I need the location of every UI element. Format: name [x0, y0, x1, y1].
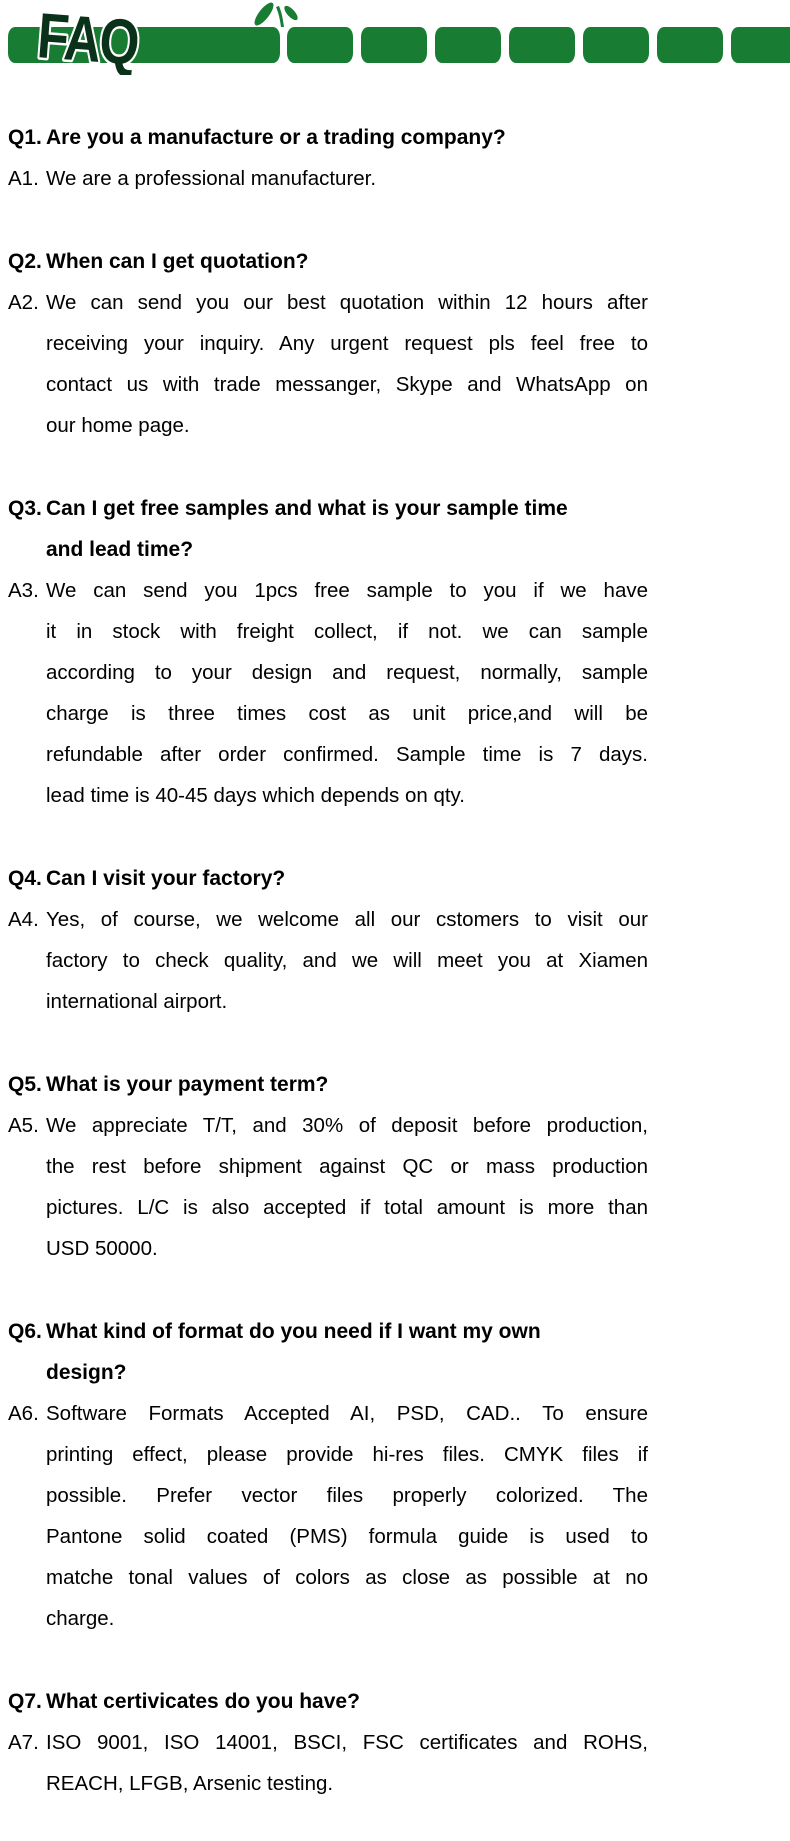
question-text — [46, 488, 648, 570]
faq-header-banner — [0, 0, 790, 75]
answer-line: printing effect, please provide hi-res files. CMYK files if — [46, 1443, 648, 1466]
answer-line: Pantone solid coated (PMS) formula guide is used to — [46, 1525, 648, 1548]
answer-text — [46, 570, 648, 816]
question-number-label: Q6. — [8, 1320, 42, 1343]
question-line: Are you a manufacture or a trading company? — [46, 126, 506, 149]
answer-line: factory to check quality, and we will meet you at Xiamen — [46, 949, 648, 972]
question-text — [46, 241, 648, 282]
answer-line: possible. Prefer vector files properly colorized. The — [46, 1484, 648, 1507]
question-text — [46, 1064, 648, 1105]
faq-item — [0, 117, 648, 199]
question-number-label: Q7. — [8, 1690, 42, 1713]
question-line: What certivicates do you have? — [46, 1690, 360, 1713]
faq-question — [0, 241, 648, 282]
faq-item — [0, 1064, 648, 1269]
faq-answer — [0, 570, 648, 816]
faq-answer — [0, 1393, 648, 1639]
answer-line: REACH, LFGB, Arsenic testing. — [46, 1772, 334, 1795]
answer-line: matche tonal values of colors as close as possible at no — [46, 1566, 648, 1589]
question-number-label: Q1. — [8, 126, 42, 149]
faq-item — [0, 488, 648, 816]
faq-item — [0, 1311, 648, 1639]
answer-line: We can send you 1pcs free sample to you if we have — [46, 579, 648, 602]
question-line: and lead time? — [46, 538, 194, 561]
question-number-label: Q2. — [8, 250, 42, 273]
question-text — [46, 1311, 648, 1393]
question-line: Can I visit your factory? — [46, 867, 286, 890]
faq-question — [0, 117, 648, 158]
answer-line: Software Formats Accepted AI, PSD, CAD.. To ensure — [46, 1402, 648, 1425]
faq-answer — [0, 899, 648, 1022]
question-line: When can I get quotation? — [46, 250, 309, 273]
question-number-label: Q4. — [8, 867, 42, 890]
faq-question — [0, 488, 648, 570]
answer-number-label: A7. — [8, 1731, 39, 1754]
answer-text — [46, 899, 648, 1022]
question-text — [46, 117, 648, 158]
answer-line: USD 50000. — [46, 1237, 158, 1260]
question-number-label: Q5. — [8, 1073, 42, 1096]
faq-question — [0, 1311, 648, 1393]
answer-number-label: A1. — [8, 167, 39, 190]
answer-number-label: A2. — [8, 291, 39, 314]
answer-line: receiving your inquiry. Any urgent request pls feel free to — [46, 332, 648, 355]
answer-text — [46, 1393, 648, 1639]
faq-answer — [0, 282, 648, 446]
answer-line: the rest before shipment against QC or mass production — [46, 1155, 648, 1178]
answer-line: We appreciate T/T, and 30% of deposit before production, — [46, 1114, 648, 1137]
question-line: design? — [46, 1361, 127, 1384]
answer-line: contact us with trade messanger, Skype and WhatsApp on — [46, 373, 648, 396]
answer-text — [46, 1105, 648, 1269]
faq-question — [0, 1681, 648, 1722]
page-title: FAQ — [34, 0, 141, 75]
bamboo-leaves-icon — [251, 0, 299, 28]
question-number-label: Q3. — [8, 497, 42, 520]
faq-list — [0, 117, 648, 1804]
faq-item — [0, 1681, 648, 1804]
faq-item — [0, 241, 648, 446]
answer-line: according to your design and request, normally, sample — [46, 661, 648, 684]
answer-line: We are a professional manufacturer. — [46, 167, 377, 190]
faq-question — [0, 858, 648, 899]
faq-question — [0, 1064, 648, 1105]
question-text — [46, 858, 648, 899]
answer-number-label: A6. — [8, 1402, 39, 1425]
answer-text — [46, 1722, 648, 1804]
answer-text — [46, 282, 648, 446]
answer-line: We can send you our best quotation within 12 hours after — [46, 291, 648, 314]
answer-number-label: A4. — [8, 908, 39, 931]
answer-line: international airport. — [46, 990, 228, 1013]
question-line: Can I get free samples and what is your sample time — [46, 497, 568, 520]
answer-line: it in stock with freight collect, if not. we can sample — [46, 620, 648, 643]
bamboo-banner-graphic — [0, 0, 790, 75]
answer-number-label: A3. — [8, 579, 39, 602]
faq-answer — [0, 158, 648, 199]
answer-line: refundable after order confirmed. Sample time is 7 days. — [46, 743, 648, 766]
question-line: What kind of format do you need if I want my own — [46, 1320, 541, 1343]
answer-line: ISO 9001, ISO 14001, BSCI, FSC certificates and ROHS, — [46, 1731, 648, 1754]
faq-answer — [0, 1105, 648, 1269]
answer-text — [46, 158, 648, 199]
answer-number-label: A5. — [8, 1114, 39, 1137]
question-text — [46, 1681, 648, 1722]
question-line: What is your payment term? — [46, 1073, 329, 1096]
answer-line: charge. — [46, 1607, 115, 1630]
faq-answer — [0, 1722, 648, 1804]
answer-line: lead time is 40-45 days which depends on qty. — [46, 784, 465, 807]
answer-line: pictures. L/C is also accepted if total amount is more than — [46, 1196, 648, 1219]
answer-line: our home page. — [46, 414, 190, 437]
faq-item — [0, 858, 648, 1022]
answer-line: Yes, of course, we welcome all our cstomers to visit our — [46, 908, 648, 931]
answer-line: charge is three times cost as unit price,and will be — [46, 702, 648, 725]
